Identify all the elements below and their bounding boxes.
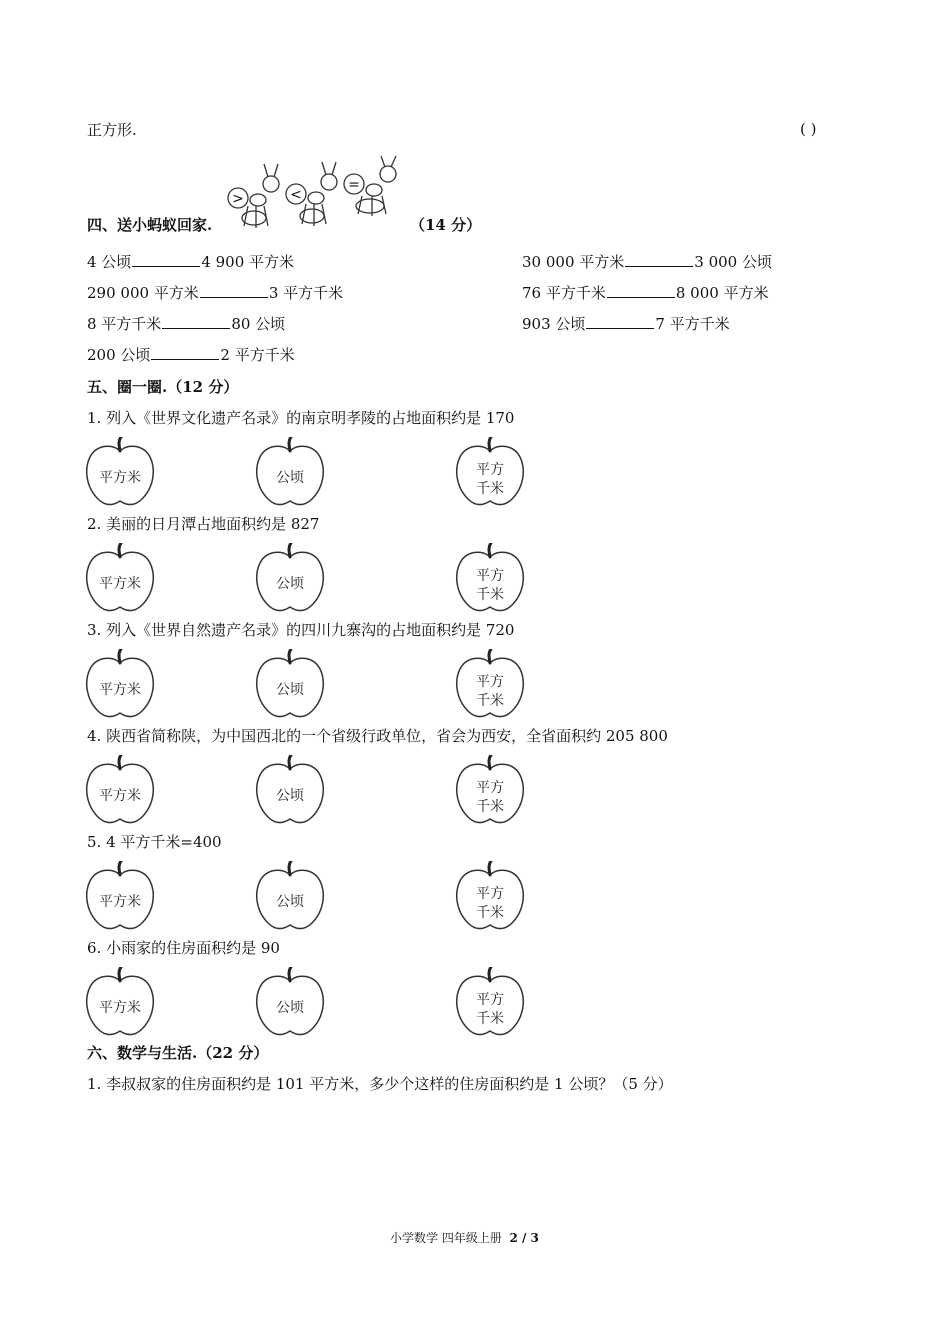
apple-label: 平方米 — [99, 470, 141, 486]
compare-item: 290 000 平方米 3 平方千米 — [87, 284, 344, 302]
apple-label-line1: 平方 — [476, 992, 504, 1008]
section4-score: （14 分） — [410, 216, 482, 234]
section5-question-4: 4. 陕西省简称陕，为中国西北的一个省级行政单位，省会为西安，全省面积约 205 800 — [87, 727, 668, 745]
answer-blank[interactable] — [162, 314, 230, 329]
page-footer: 小学数学 四年级上册 2 / 3 — [390, 1231, 539, 1245]
section4-title: 四、送小蚂蚁回家. — [87, 216, 213, 234]
section6-title: 六、数学与生活.（22 分） — [87, 1044, 269, 1062]
apple-choice-square-kilometer[interactable] — [454, 543, 526, 613]
apple-choice-hectare[interactable] — [254, 861, 326, 931]
section5-question-6: 6. 小雨家的住房面积约是 90 — [87, 939, 280, 957]
apple-label-line2: 千米 — [476, 905, 504, 921]
apple-label-line2: 千米 — [476, 1011, 504, 1027]
apple-label: 公顷 — [276, 788, 304, 804]
apple-label: 公顷 — [276, 576, 304, 592]
compare-item: 30 000 平方米 3 000 公顷 — [522, 253, 772, 271]
section6-question-1: 1. 李叔叔家的住房面积约是 101 平方米，多少个这样的住房面积约是 1 公顷？（5 分） — [87, 1075, 673, 1093]
apple-label-line1: 平方 — [476, 780, 504, 796]
answer-blank[interactable] — [151, 345, 219, 360]
apple-choice-square-meter[interactable] — [84, 543, 156, 613]
section5-title: 五、圈一圈.（12 分） — [87, 378, 239, 396]
apple-label-line1: 平方 — [476, 568, 504, 584]
answer-blank[interactable] — [132, 252, 200, 267]
apple-choice-square-meter[interactable] — [84, 649, 156, 719]
compare-item: 200 公顷 2 平方千米 — [87, 346, 295, 364]
section5-question-3: 3. 列入《世界自然遗产名录》的四川九寨沟的占地面积约是 720 — [87, 621, 515, 639]
apple-label-line1: 平方 — [476, 886, 504, 902]
ant-symbol-less: < — [290, 187, 302, 203]
apple-label-line1: 平方 — [476, 674, 504, 690]
ant-symbol-equal: = — [348, 177, 360, 193]
apple-choice-hectare[interactable] — [254, 543, 326, 613]
section5-question-2: 2. 美丽的日月潭占地面积约是 827 — [87, 515, 320, 533]
apple-label: 平方米 — [99, 894, 141, 910]
answer-blank[interactable] — [586, 314, 654, 329]
apple-choice-square-kilometer[interactable] — [454, 967, 526, 1037]
apple-choice-hectare[interactable] — [254, 437, 326, 507]
apple-label: 平方米 — [99, 1000, 141, 1016]
compare-item: 8 平方千米 80 公顷 — [87, 315, 286, 333]
apple-choice-hectare[interactable] — [254, 649, 326, 719]
compare-item: 903 公顷 7 平方千米 — [522, 315, 730, 333]
apple-choice-square-kilometer[interactable] — [454, 755, 526, 825]
apple-label-line2: 千米 — [476, 481, 504, 497]
answer-blank[interactable] — [200, 283, 268, 298]
apple-label: 公顷 — [276, 682, 304, 698]
ant-symbol-greater: > — [232, 191, 244, 207]
apple-choice-hectare[interactable] — [254, 967, 326, 1037]
apple-label: 平方米 — [99, 576, 141, 592]
apple-label: 平方米 — [99, 788, 141, 804]
answer-parentheses: ( ) — [800, 120, 817, 138]
apple-choice-square-kilometer[interactable] — [454, 437, 526, 507]
apple-label-line2: 千米 — [476, 587, 504, 603]
apple-label-line2: 千米 — [476, 799, 504, 815]
section5-question-5: 5. 4 平方千米=400 — [87, 833, 222, 851]
apple-choice-hectare[interactable] — [254, 755, 326, 825]
compare-item: 4 公顷 4 900 平方米 — [87, 253, 295, 271]
apple-choice-square-meter[interactable] — [84, 755, 156, 825]
apple-label: 公顷 — [276, 1000, 304, 1016]
apple-label: 公顷 — [276, 894, 304, 910]
previous-question-tail: 正方形. — [87, 121, 137, 139]
apple-choice-square-kilometer[interactable] — [454, 649, 526, 719]
answer-blank[interactable] — [607, 283, 675, 298]
apple-choice-square-meter[interactable] — [84, 967, 156, 1037]
apple-choice-square-kilometer[interactable] — [454, 861, 526, 931]
answer-blank[interactable] — [625, 252, 693, 267]
apple-label: 平方米 — [99, 682, 141, 698]
apple-label-line1: 平方 — [476, 462, 504, 478]
apple-choice-square-meter[interactable] — [84, 437, 156, 507]
section5-question-1: 1. 列入《世界文化遗产名录》的南京明孝陵的占地面积约是 170 — [87, 409, 515, 427]
apple-label-line2: 千米 — [476, 693, 504, 709]
apple-choice-square-meter[interactable] — [84, 861, 156, 931]
ants-illustration — [224, 154, 406, 232]
compare-item: 76 平方千米 8 000 平方米 — [522, 284, 769, 302]
apple-label: 公顷 — [276, 470, 304, 486]
